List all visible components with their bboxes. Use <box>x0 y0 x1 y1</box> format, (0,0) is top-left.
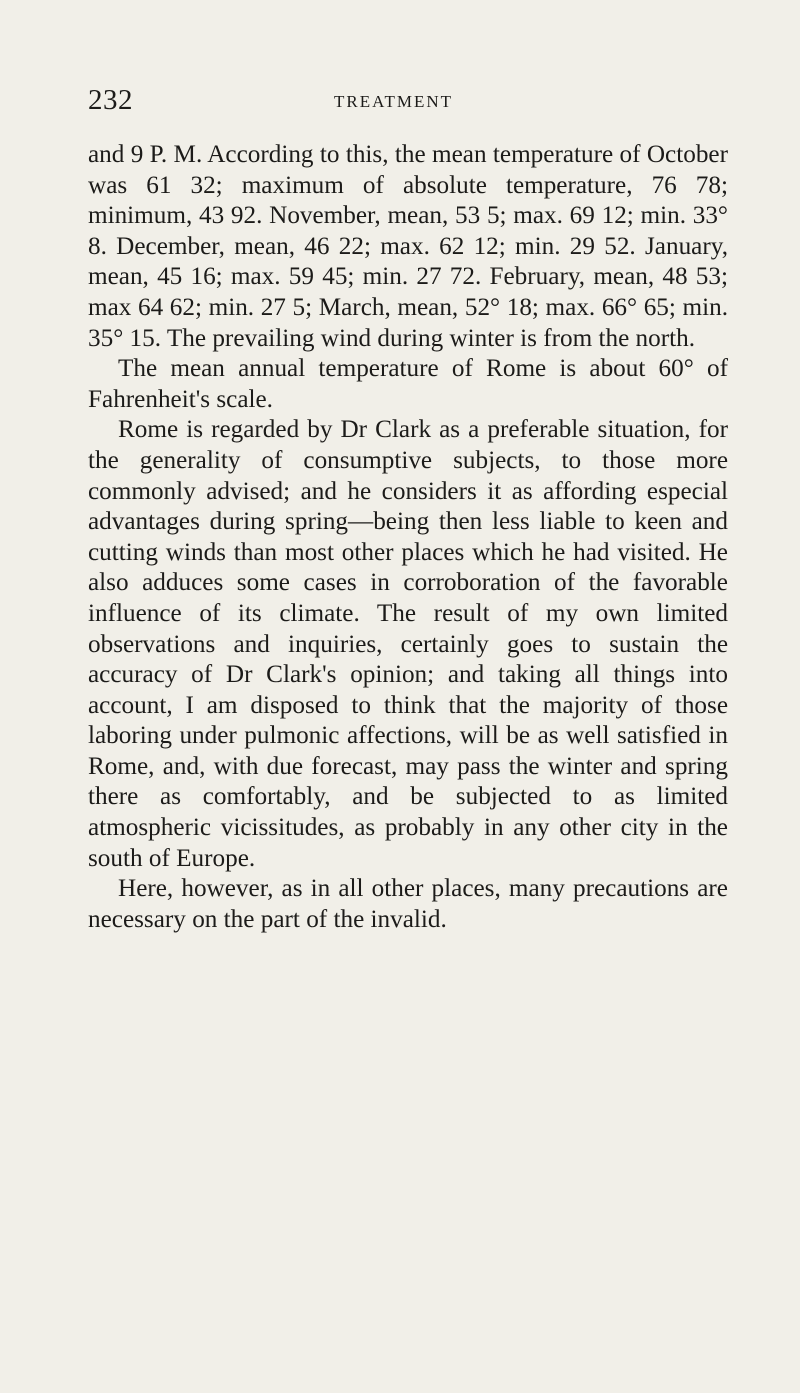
paragraph-annual-temperature: The mean annual temperature of Rome is about 60° of Fahrenheit's scale. <box>88 355 728 413</box>
page-header <box>88 84 728 124</box>
running-title: TREATMENT <box>334 92 454 111</box>
paragraph-precautions: Here, however, as in all other places, many precautions are necessary on the part of the invalid. <box>88 875 728 933</box>
paragraph-dr-clark-opinion: Rome is regarded by Dr Clark as a preferable situation, for the generality of consumptive subjects, to those more commonly advised; and he considers it as affording especial advantages during spring—being then less liable to keen and cutting winds than most other places which he had visited. He also adduces some cases in corroboration of the favorable influence of its climate. The result of my own limited observations and inquiries, certainly goes to sustain the accuracy of Dr Clark's opinion; and taking all things into account, I am disposed to think that the majority of those laboring under pulmonic affections, will be as well satisfied in Rome, and, with due forecast, may pass the winter and spring there as comfortably, and be subjected to as limited atmospheric vicissitudes, as probably in any other city in the south of Europe. <box>88 416 728 872</box>
page-number: 232 <box>88 84 133 116</box>
body-text <box>88 140 728 935</box>
paragraph-temperature-data: and 9 P. M. According to this, the mean temperature of October was 61 32; maximum of absolute temperature, 76 78; minimum, 43 92. November, mean, 53 5; max. 69 12; min. 33° 8. December, mean, 46 22; max. 62 12; min. 29 52. January, mean, 45 16; max. 59 45; min. 27 72. February, mean, 48 53; max 64 62; min. 27 5; March, mean, 52° 18; max. 66° 65; min. 35° 15. The prevailing wind during winter is from the north. <box>88 141 728 352</box>
